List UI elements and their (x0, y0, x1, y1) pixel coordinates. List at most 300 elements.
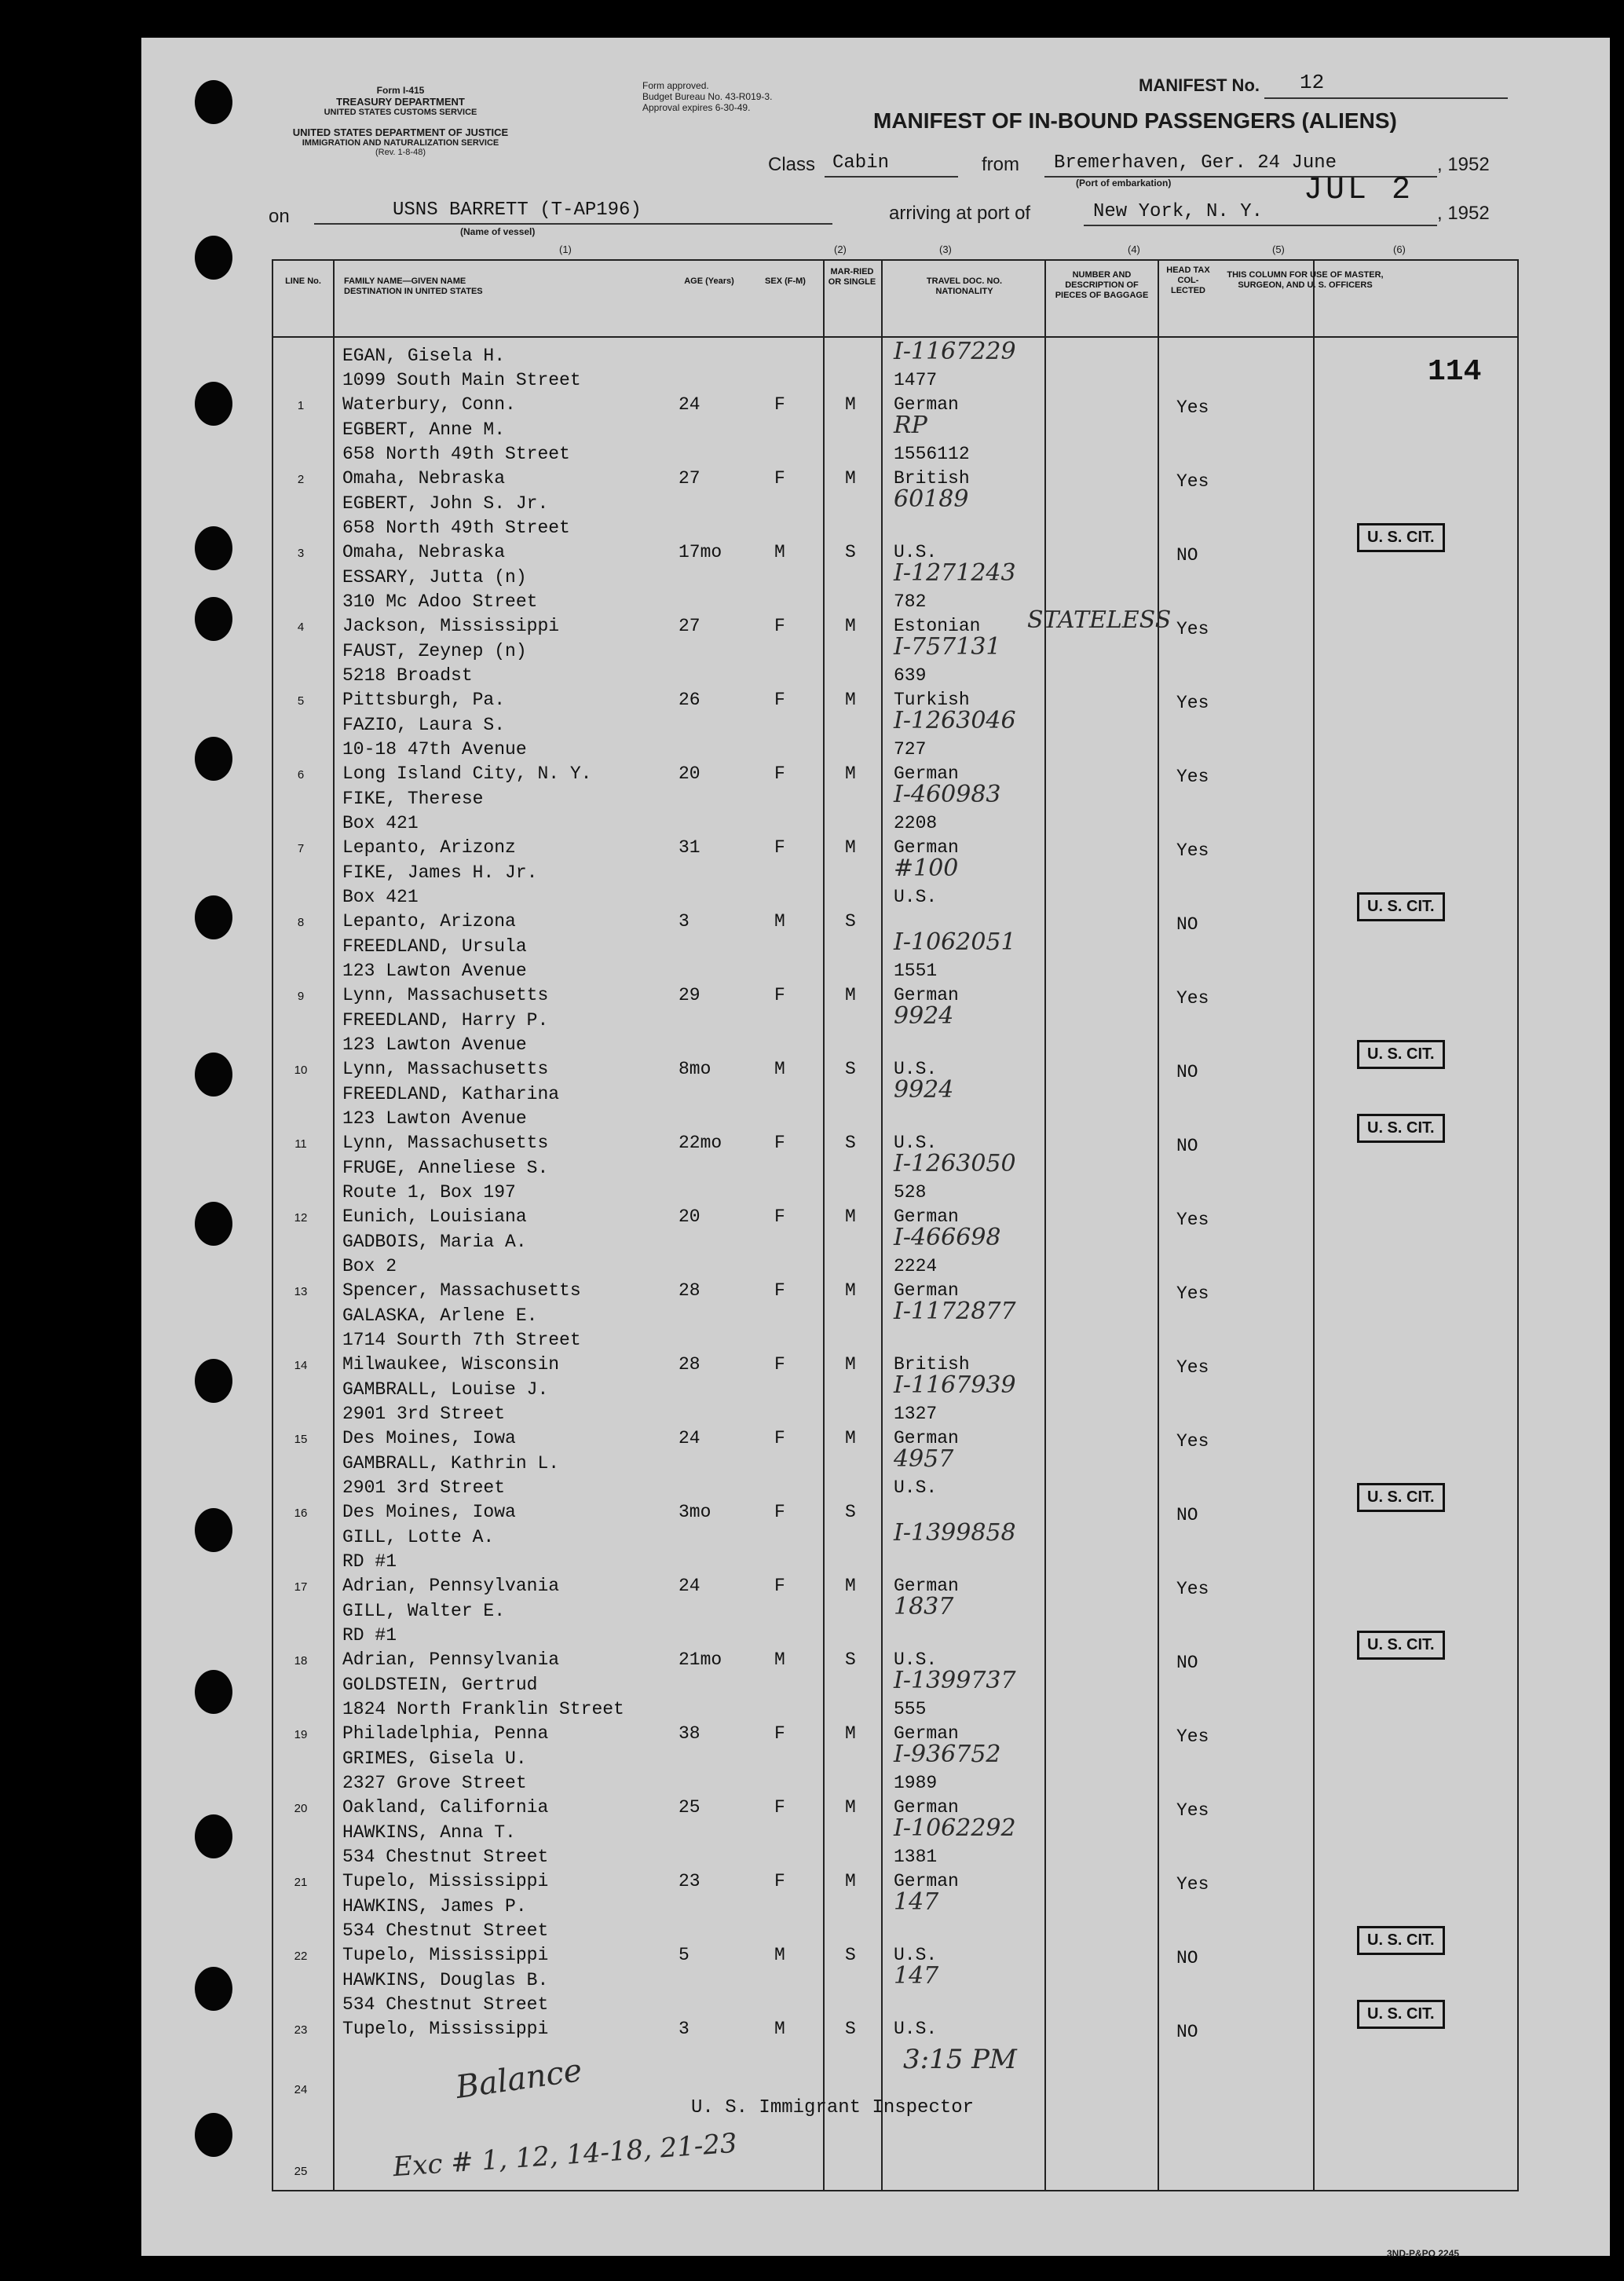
travel-doc-typed: 727 (894, 739, 927, 760)
table-row (273, 1150, 1517, 1230)
marital-status: M (845, 468, 856, 489)
table-row (273, 338, 1517, 418)
address-street: 1099 South Main Street (342, 370, 581, 390)
address-city: Lynn, Massachusetts (342, 985, 549, 1005)
header-head-tax: HEAD TAX COL-LECTED (1166, 265, 1210, 295)
vessel-name: USNS BARRETT (T-AP196) (393, 200, 642, 221)
nationality: German (894, 837, 959, 858)
head-tax: Yes (1176, 988, 1209, 1009)
age: 28 (678, 1354, 700, 1375)
travel-doc-handwritten: 1837 (894, 1593, 954, 1620)
passenger-name: GILL, Walter E. (342, 1601, 506, 1621)
time-note: 3:15 PM (903, 2044, 1017, 2075)
address-city: Waterbury, Conn. (342, 394, 516, 415)
address-city: Milwaukee, Wisconsin (342, 1354, 560, 1375)
us-citizen-stamp: U. S. CIT. (1357, 523, 1445, 552)
sex: F (774, 1354, 785, 1375)
us-citizen-stamp: U. S. CIT. (1357, 892, 1445, 921)
age: 23 (678, 1871, 700, 1891)
line-number: 25 (294, 2165, 308, 2178)
sex: F (774, 1502, 785, 1522)
table-row (273, 1741, 1517, 1821)
travel-doc-handwritten: I-1167229 (894, 338, 1016, 365)
travel-doc-typed: 555 (894, 1699, 927, 1719)
age: 27 (678, 468, 700, 489)
table-row (273, 412, 1517, 492)
table-row (273, 633, 1517, 713)
marital-status: M (845, 1428, 856, 1448)
marital-status: S (845, 1502, 856, 1522)
head-tax: Yes (1176, 840, 1209, 861)
address-street: 123 Lawton Avenue (342, 1108, 527, 1129)
table-row (273, 1002, 1517, 1082)
address-street: Box 2 (342, 1256, 397, 1276)
sex: F (774, 394, 785, 415)
address-city: Spencer, Massachusetts (342, 1280, 581, 1301)
passenger-name: GOLDSTEIN, Gertrud (342, 1675, 538, 1695)
underline (825, 176, 958, 178)
underline (1084, 225, 1437, 226)
arriving-label: arriving at port of (889, 203, 1031, 224)
age: 24 (678, 1576, 700, 1596)
header-age: AGE (Years) (684, 276, 734, 286)
us-citizen-stamp: U. S. CIT. (1357, 2000, 1445, 2029)
from-label: from (982, 154, 1019, 175)
address-city: Lepanto, Arizonz (342, 837, 516, 858)
approval-line: Form approved. (642, 80, 709, 91)
line-number: 6 (297, 768, 305, 782)
address-street: 534 Chestnut Street (342, 1994, 549, 2015)
passenger-name: GADBOIS, Maria A. (342, 1232, 527, 1252)
sex: M (774, 542, 785, 562)
arrival-port: New York, N. Y. (1093, 201, 1264, 222)
line-number: 24 (294, 2083, 308, 2096)
line-number: 10 (294, 1064, 308, 1077)
travel-doc-typed: 639 (894, 665, 927, 686)
punch-hole (195, 1053, 232, 1097)
marital-status: S (845, 1059, 856, 1079)
address-street: 534 Chestnut Street (342, 1847, 549, 1867)
sex: F (774, 837, 785, 858)
sex: F (774, 1797, 785, 1818)
header-sex: SEX (F-M) (765, 276, 806, 286)
travel-doc-typed: U.S. (894, 887, 938, 907)
age: 38 (678, 1723, 700, 1744)
travel-doc-typed: 1989 (894, 1773, 938, 1793)
sex: F (774, 763, 785, 784)
address-city: Jackson, Mississippi (342, 616, 560, 636)
nationality: German (894, 1723, 959, 1744)
passenger-name: GAMBRALL, Kathrin L. (342, 1453, 560, 1474)
line-number: 9 (297, 990, 305, 1003)
address-street: Box 421 (342, 887, 419, 907)
travel-doc-handwritten: 4957 (894, 1445, 954, 1473)
marital-status: S (845, 1649, 856, 1670)
nationality: U.S. (894, 1133, 938, 1153)
head-tax: Yes (1176, 1283, 1209, 1304)
address-street: 5218 Broadst (342, 665, 473, 686)
nationality: German (894, 763, 959, 784)
inspector-label: U. S. Immigrant Inspector (691, 2097, 975, 2118)
passenger-name: GILL, Lotte A. (342, 1527, 495, 1547)
line-number: 20 (294, 1802, 308, 1815)
table-row (273, 1519, 1517, 1599)
class-label: Class (768, 154, 816, 175)
vessel-caption: (Name of vessel) (460, 226, 536, 237)
punch-hole (195, 236, 232, 280)
marital-status: M (845, 690, 856, 710)
line-number: 5 (297, 694, 305, 708)
age: 26 (678, 690, 700, 710)
sex: F (774, 985, 785, 1005)
marital-status: M (845, 985, 856, 1005)
col-number: (3) (939, 243, 952, 255)
address-city: Philadelphia, Penna (342, 1723, 549, 1744)
address-street: 1714 Sourth 7th Street (342, 1330, 581, 1350)
head-tax: NO (1176, 2022, 1198, 2042)
age: 3mo (678, 1502, 711, 1522)
table-row (273, 707, 1517, 787)
table-row (273, 855, 1517, 935)
line-number: 15 (294, 1433, 308, 1446)
line-number: 22 (294, 1950, 308, 1963)
travel-doc-handwritten: I-1263050 (894, 1150, 1016, 1177)
header-baggage: NUMBER AND DESCRIPTION OF PIECES OF BAGGAGE (1055, 270, 1149, 300)
table-row (273, 928, 1517, 1009)
travel-doc-handwritten: I-1172877 (894, 1298, 1016, 1325)
nationality: German (894, 1280, 959, 1301)
sex: M (774, 1059, 785, 1079)
head-tax: NO (1176, 1136, 1198, 1156)
travel-doc-typed: 1551 (894, 961, 938, 981)
approval-line: Budget Bureau No. 43-R019-3. (642, 91, 773, 102)
dept-line: TREASURY DEPARTMENT (336, 96, 465, 108)
address-city: Lynn, Massachusetts (342, 1133, 549, 1153)
punch-hole (195, 1202, 232, 1246)
us-citizen-stamp: U. S. CIT. (1357, 1631, 1445, 1660)
nationality: German (894, 1797, 959, 1818)
travel-doc-handwritten: I-1167939 (894, 1371, 1016, 1399)
passenger-name: ESSARY, Jutta (n) (342, 567, 527, 588)
sex: M (774, 1649, 785, 1670)
age: 29 (678, 985, 700, 1005)
table-row (273, 1224, 1517, 1304)
underline (1264, 97, 1508, 99)
table-row (273, 1298, 1517, 1378)
address-city: Omaha, Nebraska (342, 542, 506, 562)
travel-doc-handwritten: I-1399737 (894, 1667, 1016, 1694)
age: 17mo (678, 542, 722, 562)
table-row (273, 1814, 1517, 1895)
line-number: 13 (294, 1285, 308, 1298)
line-number: 18 (294, 1654, 308, 1668)
marital-status: M (845, 394, 856, 415)
address-city: Lepanto, Arizona (342, 911, 516, 932)
sex: F (774, 468, 785, 489)
head-tax: NO (1176, 1653, 1198, 1673)
travel-doc-handwritten: I-1271243 (894, 559, 1016, 587)
balance-note: Balance (453, 2052, 585, 2107)
travel-doc-handwritten: I-1062292 (894, 1814, 1016, 1842)
footer-code: 3ND-P&PO 2245 (1387, 2248, 1460, 2259)
class-value: Cabin (832, 152, 890, 174)
address-city: Tupelo, Mississippi (342, 1871, 549, 1891)
head-tax: NO (1176, 1948, 1198, 1968)
travel-doc-handwritten: I-1263046 (894, 707, 1016, 734)
line-number: 17 (294, 1580, 308, 1594)
head-tax: NO (1176, 914, 1198, 935)
age: 3 (678, 911, 689, 932)
address-street: RD #1 (342, 1551, 397, 1572)
sex: F (774, 1206, 785, 1227)
head-tax: NO (1176, 545, 1198, 566)
line-number: 11 (294, 1137, 307, 1151)
sex: F (774, 1280, 785, 1301)
address-street: 2901 3rd Street (342, 1404, 506, 1424)
address-street: 1824 North Franklin Street (342, 1699, 624, 1719)
age: 3 (678, 2019, 689, 2039)
line-number: 16 (294, 1507, 308, 1520)
header-name: FAMILY NAME—GIVEN NAME DESTINATION IN UNITED STATES (344, 276, 483, 296)
marital-status: M (845, 1576, 856, 1596)
exception-note: Exc # 1, 12, 14-18, 21-23 (392, 2127, 738, 2184)
address-city: Long Island City, N. Y. (342, 763, 592, 784)
nationality: U.S. (894, 2019, 938, 2039)
manifest-number: 12 (1300, 71, 1325, 94)
nationality: U.S. (894, 542, 938, 562)
travel-doc-handwritten: #100 (894, 855, 959, 882)
passenger-name: EGBERT, John S. Jr. (342, 493, 549, 514)
travel-doc-handwritten: RP (894, 412, 927, 439)
passenger-name: FREEDLAND, Katharina (342, 1084, 560, 1104)
sex: F (774, 1133, 785, 1153)
nationality: German (894, 985, 959, 1005)
travel-doc-typed: 782 (894, 591, 927, 612)
age: 25 (678, 1797, 700, 1818)
marital-status: M (845, 763, 856, 784)
marital-status: M (845, 1797, 856, 1818)
justice-line: (Rev. 1-8-48) (375, 148, 426, 157)
address-street: 2901 3rd Street (342, 1477, 506, 1498)
passenger-name: FIKE, James H. Jr. (342, 862, 538, 883)
travel-doc-handwritten: I-466698 (894, 1224, 1001, 1251)
address-street: 658 North 49th Street (342, 444, 570, 464)
col-number: (6) (1393, 243, 1406, 255)
punch-hole (195, 80, 232, 124)
travel-doc-typed: 1381 (894, 1847, 938, 1867)
sex: M (774, 911, 785, 932)
travel-doc-handwritten: I-1062051 (894, 928, 1016, 956)
travel-doc-handwritten: 147 (894, 1888, 939, 1916)
nationality: Estonian (894, 616, 981, 636)
form-id: Form I-415 (376, 85, 425, 96)
table-row (273, 559, 1517, 639)
manifest-number-label: MANIFEST No. (1139, 75, 1260, 95)
nationality: U.S. (894, 1059, 938, 1079)
age: 22mo (678, 1133, 722, 1153)
nationality-correction: STATELESS (1027, 606, 1172, 634)
travel-doc-typed: U.S. (894, 1477, 938, 1498)
year-1: , 1952 (1437, 154, 1490, 175)
nationality: U.S. (894, 1649, 938, 1670)
form-header-treasury (283, 85, 518, 157)
head-tax: Yes (1176, 1210, 1209, 1230)
address-city: Tupelo, Mississippi (342, 1945, 549, 1965)
passenger-name: GAMBRALL, Louise J. (342, 1379, 549, 1400)
us-citizen-stamp: U. S. CIT. (1357, 1926, 1445, 1955)
us-citizen-stamp: U. S. CIT. (1357, 1483, 1445, 1512)
marital-status: S (845, 542, 856, 562)
col-number: (1) (559, 243, 572, 255)
punch-hole (195, 895, 232, 939)
address-city: Pittsburgh, Pa. (342, 690, 506, 710)
travel-doc-handwritten: I-460983 (894, 781, 1001, 808)
table-row (273, 1593, 1517, 1673)
punch-hole (195, 737, 232, 781)
travel-doc-typed: 1556112 (894, 444, 970, 464)
address-street: 10-18 47th Avenue (342, 739, 527, 760)
marital-status: S (845, 1945, 856, 1965)
approval-line: Approval expires 6-30-49. (642, 102, 751, 113)
head-tax: NO (1176, 1062, 1198, 1082)
sex: M (774, 1945, 785, 1965)
punch-hole (195, 382, 232, 426)
age: 5 (678, 1945, 689, 1965)
marital-status: M (845, 1280, 856, 1301)
line-number: 23 (294, 2023, 308, 2037)
passenger-table (272, 259, 1519, 2191)
line-number: 4 (297, 621, 305, 634)
age: 28 (678, 1280, 700, 1301)
year-2: , 1952 (1437, 203, 1490, 224)
table-row (273, 1371, 1517, 1452)
marital-status: M (845, 1871, 856, 1891)
marital-status: M (845, 1354, 856, 1375)
passenger-name: FREEDLAND, Harry P. (342, 1010, 549, 1031)
head-tax: Yes (1176, 1726, 1209, 1747)
passenger-name: GALASKA, Arlene E. (342, 1305, 538, 1326)
punch-hole (195, 1670, 232, 1714)
manifest-title: MANIFEST OF IN-BOUND PASSENGERS (ALIENS) (873, 108, 1397, 133)
sex: F (774, 616, 785, 636)
address-street: 2327 Grove Street (342, 1773, 527, 1793)
punch-hole (195, 1967, 232, 2011)
address-street: RD #1 (342, 1625, 397, 1646)
table-row (273, 1888, 1517, 1968)
on-label: on (269, 206, 290, 227)
head-tax: Yes (1176, 1874, 1209, 1895)
age: 21mo (678, 1649, 722, 1670)
address-city: Omaha, Nebraska (342, 468, 506, 489)
address-city: Oakland, California (342, 1797, 549, 1818)
marital-status: S (845, 1133, 856, 1153)
sex: F (774, 690, 785, 710)
table-row (273, 1445, 1517, 1525)
col-number: (2) (834, 243, 847, 255)
marital-status: M (845, 1206, 856, 1227)
marital-status: M (845, 1723, 856, 1744)
passenger-name: HAWKINS, Anna T. (342, 1822, 516, 1843)
underline (314, 223, 832, 225)
passenger-name: HAWKINS, James P. (342, 1896, 527, 1917)
address-street: 123 Lawton Avenue (342, 961, 527, 981)
passenger-name: FREEDLAND, Ursula (342, 936, 527, 957)
address-city: Des Moines, Iowa (342, 1428, 516, 1448)
address-street: 534 Chestnut Street (342, 1920, 549, 1941)
header-line-no: LINE No. (285, 276, 321, 286)
line-number: 19 (294, 1728, 308, 1741)
nationality: German (894, 1576, 959, 1596)
head-tax: Yes (1176, 619, 1209, 639)
table-row (273, 781, 1517, 861)
col-number: (5) (1272, 243, 1285, 255)
passenger-name: GRIMES, Gisela U. (342, 1748, 527, 1769)
line-number: 21 (294, 1876, 308, 1889)
line-number: 1 (297, 399, 305, 412)
age: 24 (678, 394, 700, 415)
address-city: Eunich, Louisiana (342, 1206, 527, 1227)
address-city: Tupelo, Mississippi (342, 2019, 549, 2039)
travel-doc-handwritten: 147 (894, 1962, 939, 1990)
age: 31 (678, 837, 700, 858)
age: 20 (678, 763, 700, 784)
travel-doc-handwritten: I-936752 (894, 1741, 1001, 1768)
head-tax: Yes (1176, 1579, 1209, 1599)
nationality: German (894, 1206, 959, 1227)
header-officers: THIS COLUMN FOR USE OF MASTER, SURGEON, AND U. S. OFFICERS (1227, 270, 1384, 290)
head-tax: Yes (1176, 397, 1209, 418)
marital-status: M (845, 616, 856, 636)
line-number: 7 (297, 842, 305, 855)
address-street: 658 North 49th Street (342, 518, 570, 538)
port-embark-caption: (Port of embarkation) (1076, 178, 1172, 189)
head-tax: NO (1176, 1505, 1198, 1525)
nationality: German (894, 394, 959, 415)
col-number: (4) (1128, 243, 1140, 255)
line-number: 8 (297, 916, 305, 929)
travel-doc-handwritten: I-757131 (894, 633, 1001, 661)
sex: F (774, 1723, 785, 1744)
header-travel-doc: TRAVEL DOC. NO. NATIONALITY (926, 276, 1003, 296)
line-number: 12 (294, 1211, 308, 1225)
nationality: British (894, 468, 970, 489)
arrival-date-stamp: JUL 2 (1304, 173, 1414, 208)
head-tax: Yes (1176, 1357, 1209, 1378)
passenger-name: FAZIO, Laura S. (342, 715, 506, 735)
punch-hole (195, 597, 232, 641)
travel-doc-handwritten: I-1399858 (894, 1519, 1016, 1547)
travel-doc-typed: 528 (894, 1182, 927, 1203)
dept-line: UNITED STATES CUSTOMS SERVICE (324, 108, 477, 117)
head-tax: Yes (1176, 693, 1209, 713)
line-number: 2 (297, 473, 305, 486)
passenger-name: HAWKINS, Douglas B. (342, 1970, 549, 1990)
passenger-name: FIKE, Therese (342, 789, 484, 809)
header-married: MAR-RIED OR SINGLE (828, 267, 876, 287)
sex: F (774, 1871, 785, 1891)
punch-hole (195, 1508, 232, 1552)
us-citizen-stamp: U. S. CIT. (1357, 1114, 1445, 1143)
nationality: British (894, 1354, 970, 1375)
passenger-name: EGBERT, Anne M. (342, 419, 506, 440)
age: 24 (678, 1428, 700, 1448)
address-street: Box 421 (342, 813, 419, 833)
table-row (273, 1076, 1517, 1156)
line-number: 14 (294, 1359, 308, 1372)
table-row (273, 485, 1517, 566)
punch-hole (195, 2113, 232, 2157)
table-row (273, 1962, 1517, 2042)
